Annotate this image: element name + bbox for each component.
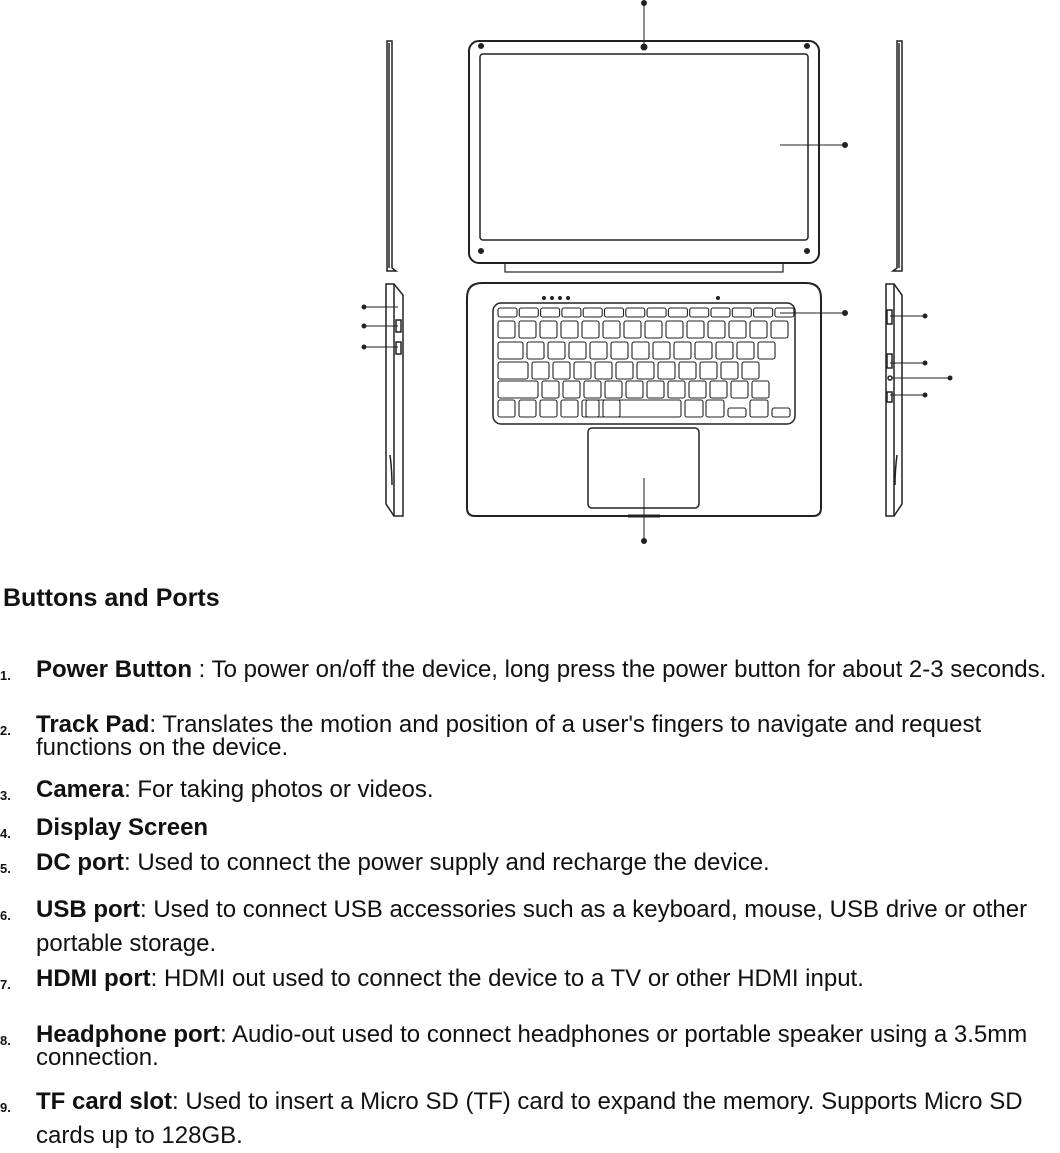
keyboard-key xyxy=(574,362,591,379)
keyboard-key xyxy=(611,342,628,359)
keyboard-key xyxy=(754,308,773,317)
keyboard-key xyxy=(569,342,586,359)
keyboard-key xyxy=(772,408,790,417)
keyboard-key xyxy=(721,362,738,379)
keyboard-key xyxy=(653,342,670,359)
keyboard-key xyxy=(519,308,538,317)
feature-item xyxy=(0,658,1060,710)
keyboard-key xyxy=(637,362,654,379)
feature-item xyxy=(0,893,1060,957)
keyboard-key xyxy=(553,362,570,379)
keyboard-key xyxy=(582,321,599,338)
keyboard-key xyxy=(706,400,724,417)
keyboard-key xyxy=(716,342,733,359)
feature-item xyxy=(0,1023,1060,1075)
item-description: : Used to insert a Micro SD (TF) card to expand the memory. Supports Micro SD cards up to 128GB. xyxy=(36,1088,1023,1149)
keyboard-key xyxy=(742,362,759,379)
item-term: Power Button xyxy=(36,656,192,683)
keyboard-key xyxy=(498,321,515,338)
keyboard-key xyxy=(498,381,538,398)
item-text xyxy=(36,815,1060,841)
laptop-lid xyxy=(469,41,819,272)
keyboard-key xyxy=(519,400,536,417)
item-term: Camera xyxy=(36,776,125,803)
keyboard-key xyxy=(561,321,578,338)
keyboard-key xyxy=(624,321,641,338)
keyboard-key xyxy=(498,362,528,379)
keyboard-key xyxy=(626,308,645,317)
keyboard-key xyxy=(690,308,709,317)
feature-item xyxy=(0,850,1060,880)
keyboard-key xyxy=(562,308,581,317)
item-number: 8. xyxy=(0,1032,11,1048)
item-description: : Used to connect USB accessories such as a keyboard, mouse, USB drive or other portable storage. xyxy=(36,896,1028,957)
keyboard-key xyxy=(498,308,517,317)
spacebar-key xyxy=(586,400,681,417)
keyboard-key xyxy=(731,381,748,398)
item-term: Display Screen xyxy=(36,814,209,841)
item-term: DC port xyxy=(36,849,124,876)
keyboard-keys xyxy=(498,308,794,417)
keyboard-key xyxy=(732,308,751,317)
keyboard-key xyxy=(632,342,649,359)
item-text xyxy=(36,1023,1060,1069)
keyboard-key xyxy=(758,342,775,359)
item-text xyxy=(36,850,1060,876)
item-text xyxy=(36,962,1060,996)
keyboard-key xyxy=(498,342,523,359)
item-text xyxy=(36,777,1060,803)
left-side-view xyxy=(386,41,403,516)
item-number: 5. xyxy=(0,861,11,876)
keyboard-key xyxy=(658,362,675,379)
keyboard-key xyxy=(540,321,557,338)
item-number: 7. xyxy=(0,977,11,992)
keyboard-key xyxy=(519,321,536,338)
item-description: : HDMI out used to connect the device to a TV or other HDMI input. xyxy=(150,965,864,992)
keyboard-key xyxy=(647,381,664,398)
feature-item xyxy=(0,962,1060,1022)
item-text xyxy=(36,658,1060,681)
keyboard-key xyxy=(711,308,730,317)
keyboard-key xyxy=(603,321,620,338)
item-number: 2. xyxy=(0,722,11,738)
keyboard-key xyxy=(645,321,662,338)
item-text xyxy=(36,1085,1060,1153)
keyboard-key xyxy=(590,342,607,359)
keyboard-key xyxy=(771,321,788,338)
keyboard-key xyxy=(674,342,691,359)
keyboard-key xyxy=(668,308,687,317)
keyboard-key xyxy=(616,362,633,379)
feature-item xyxy=(0,815,1060,845)
keyboard-key xyxy=(695,342,712,359)
keyboard-key xyxy=(700,362,717,379)
keyboard-key xyxy=(710,381,727,398)
keyboard-key xyxy=(563,381,580,398)
keyboard-key xyxy=(679,362,696,379)
keyboard-key xyxy=(605,381,622,398)
feature-item xyxy=(0,713,1060,765)
item-term: Track Pad xyxy=(36,711,150,738)
keyboard-key xyxy=(595,362,612,379)
keyboard-key xyxy=(532,362,549,379)
keyboard-key xyxy=(584,381,601,398)
keyboard-key xyxy=(605,308,624,317)
laptop-diagram xyxy=(0,0,1060,560)
keyboard-key xyxy=(685,400,703,417)
keyboard-key xyxy=(582,400,599,417)
feature-item xyxy=(0,777,1060,807)
keyboard-key xyxy=(708,321,725,338)
keyboard-key xyxy=(603,400,620,417)
item-text xyxy=(36,893,1060,961)
keyboard-key xyxy=(527,342,544,359)
keyboard-key xyxy=(668,381,685,398)
keyboard-key xyxy=(647,308,666,317)
page-title: Buttons and Ports xyxy=(3,584,220,612)
keyboard-key xyxy=(541,308,560,317)
item-number: 1. xyxy=(0,667,11,683)
keyboard-key xyxy=(498,400,515,417)
item-term: HDMI port xyxy=(36,965,151,992)
keyboard-key xyxy=(626,381,643,398)
item-number: 3. xyxy=(0,788,11,803)
item-text xyxy=(36,713,1060,759)
keyboard-key xyxy=(728,408,746,417)
item-number: 9. xyxy=(0,1100,11,1115)
keyboard-key xyxy=(750,400,768,417)
item-description: : Audio-out used to connect headphones or portable speaker using a 3.5mm connection. xyxy=(36,1021,1028,1071)
keyboard-key xyxy=(689,381,706,398)
item-description: : To power on/off the device, long press the power button for about 2-3 seconds. xyxy=(192,656,1047,683)
item-term: TF card slot xyxy=(36,1088,173,1115)
keyboard-key xyxy=(540,400,557,417)
keyboard-key xyxy=(548,342,565,359)
item-description: : Translates the motion and position of a user's fingers to navigate and request functions on the device. xyxy=(36,711,982,761)
item-description: : For taking photos or videos. xyxy=(124,776,434,803)
keyboard-key xyxy=(561,400,578,417)
item-term: Headphone port xyxy=(36,1021,220,1048)
feature-item xyxy=(0,1085,1060,1149)
keyboard-key xyxy=(666,321,683,338)
item-description: : Used to connect the power supply and recharge the device. xyxy=(123,849,770,876)
camera-dot xyxy=(642,45,647,50)
keyboard-key xyxy=(752,381,769,398)
keyboard-key xyxy=(583,308,602,317)
right-side-view xyxy=(886,41,902,516)
item-term: USB port xyxy=(36,896,140,923)
item-number: 4. xyxy=(0,826,11,841)
keyboard-key xyxy=(737,342,754,359)
keyboard-key xyxy=(542,381,559,398)
keyboard-key xyxy=(729,321,746,338)
item-number: 6. xyxy=(0,908,11,923)
keyboard-key xyxy=(750,321,767,338)
keyboard-key xyxy=(687,321,704,338)
